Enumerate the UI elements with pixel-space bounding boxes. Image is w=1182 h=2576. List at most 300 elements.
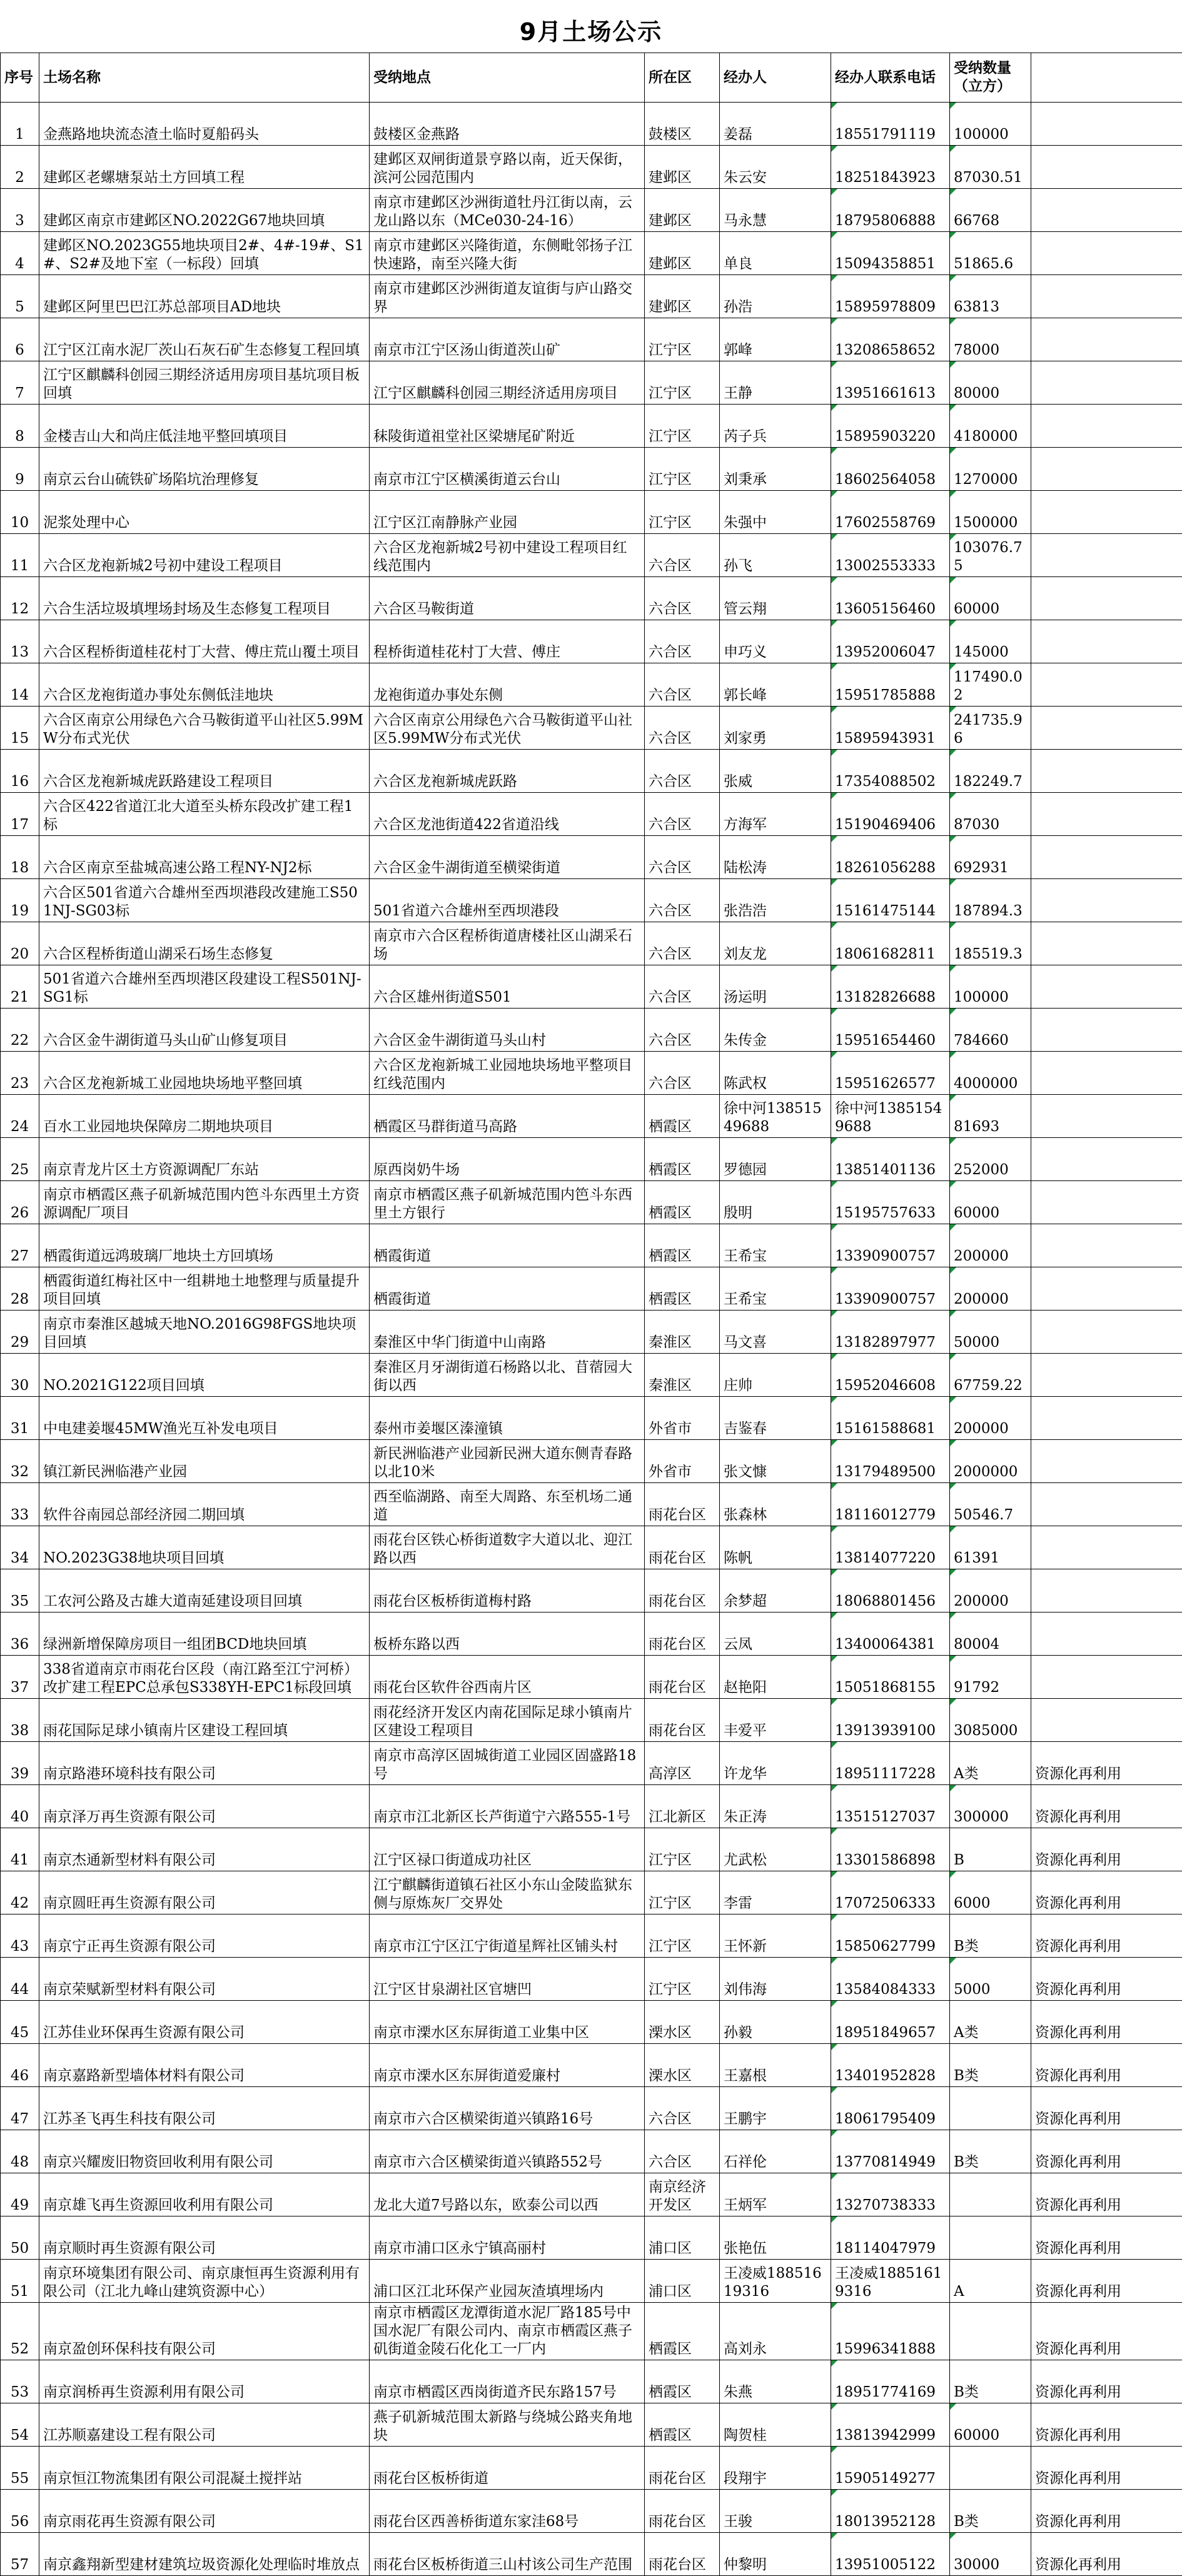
row-number: 7 xyxy=(1,361,39,405)
phone-cell: 15951654460 xyxy=(831,1009,950,1052)
location-cell: 雨花台区铁心桥街道数字大道以北、迎江路以西 xyxy=(370,1526,645,1569)
site-name-cell: 六合区龙袍街道办事处东侧低洼地块 xyxy=(39,663,370,707)
site-name-cell: 南京恒江物流集团有限公司混凝土搅拌站 xyxy=(39,2447,370,2490)
district-cell: 栖霞区 xyxy=(645,1138,720,1181)
location-cell: 雨花台区软件谷西南片区 xyxy=(370,1656,645,1699)
phone-cell: 13851401136 xyxy=(831,1138,950,1181)
row-number: 55 xyxy=(1,2447,39,2490)
remark-cell xyxy=(1031,491,1182,534)
phone-cell: 15195757633 xyxy=(831,1181,950,1224)
table-row xyxy=(1,1656,1182,1699)
quantity-cell: 300000 xyxy=(950,1785,1031,1828)
quantity-cell: 2000000 xyxy=(950,1440,1031,1483)
phone-cell: 13951005122 xyxy=(831,2533,950,2576)
row-number: 42 xyxy=(1,1871,39,1914)
header-phone: 经办人联系电话 xyxy=(831,53,950,103)
row-number: 23 xyxy=(1,1052,39,1095)
table-row xyxy=(1,836,1182,879)
location-cell: 南京市栖霞区西岗街道齐民东路157号 xyxy=(370,2360,645,2403)
row-number: 10 xyxy=(1,491,39,534)
district-cell: 建邺区 xyxy=(645,146,720,189)
person-cell: 张文慷 xyxy=(720,1440,831,1483)
table-row xyxy=(1,2087,1182,2130)
table-row xyxy=(1,1095,1182,1138)
quantity-cell: 100000 xyxy=(950,103,1031,146)
person-cell: 云凤 xyxy=(720,1613,831,1656)
person-cell: 段翔宇 xyxy=(720,2447,831,2490)
location-cell: 原西岗奶牛场 xyxy=(370,1138,645,1181)
site-name-cell: 雨花国际足球小镇南片区建设工程回填 xyxy=(39,1699,370,1742)
table-row xyxy=(1,2216,1182,2260)
site-name-cell: 建邺区南京市建邺区NO.2022G67地块回填 xyxy=(39,189,370,232)
person-cell: 罗德园 xyxy=(720,1138,831,1181)
remark-cell xyxy=(1031,1052,1182,1095)
person-cell: 李雷 xyxy=(720,1871,831,1914)
row-number: 25 xyxy=(1,1138,39,1181)
row-number: 11 xyxy=(1,534,39,577)
header-district: 所在区 xyxy=(645,53,720,103)
phone-cell: 13182826688 xyxy=(831,965,950,1009)
table-row xyxy=(1,1828,1182,1871)
remark-cell xyxy=(1031,146,1182,189)
table-row xyxy=(1,1224,1182,1267)
table-row xyxy=(1,2490,1182,2533)
person-cell: 管云翔 xyxy=(720,577,831,620)
district-cell: 建邺区 xyxy=(645,275,720,318)
remark-cell xyxy=(1031,1526,1182,1569)
table-row xyxy=(1,879,1182,922)
row-number: 13 xyxy=(1,620,39,663)
phone-cell: 13401952828 xyxy=(831,2044,950,2087)
table-row xyxy=(1,2001,1182,2044)
row-number: 44 xyxy=(1,1958,39,2001)
person-cell: 王凌威18851619316 xyxy=(720,2260,831,2303)
remark-cell xyxy=(1031,1095,1182,1138)
row-number: 52 xyxy=(1,2303,39,2360)
phone-cell: 15905149277 xyxy=(831,2447,950,2490)
district-cell: 栖霞区 xyxy=(645,1181,720,1224)
district-cell: 六合区 xyxy=(645,879,720,922)
quantity-cell xyxy=(950,2216,1031,2260)
table-row xyxy=(1,2533,1182,2576)
remark-cell xyxy=(1031,361,1182,405)
district-cell: 六合区 xyxy=(645,2130,720,2173)
remark-cell xyxy=(1031,1483,1182,1526)
person-cell: 王骏 xyxy=(720,2490,831,2533)
district-cell: 鼓楼区 xyxy=(645,103,720,146)
row-number: 16 xyxy=(1,750,39,793)
location-cell: 六合区龙袍新城2号初中建设工程项目红线范围内 xyxy=(370,534,645,577)
location-cell: 板桥东路以西 xyxy=(370,1613,645,1656)
site-name-cell: 南京荣赋新型材料有限公司 xyxy=(39,1958,370,2001)
table-row xyxy=(1,1569,1182,1613)
row-number: 57 xyxy=(1,2533,39,2576)
location-cell: 鼓楼区金燕路 xyxy=(370,103,645,146)
row-number: 50 xyxy=(1,2216,39,2260)
quantity-cell: 60000 xyxy=(950,2403,1031,2447)
row-number: 12 xyxy=(1,577,39,620)
person-cell: 朱强中 xyxy=(720,491,831,534)
person-cell: 张浩浩 xyxy=(720,879,831,922)
phone-cell: 17602558769 xyxy=(831,491,950,534)
quantity-cell: 66768 xyxy=(950,189,1031,232)
quantity-cell: B类 xyxy=(950,1914,1031,1958)
phone-cell: 18116012779 xyxy=(831,1483,950,1526)
row-number: 34 xyxy=(1,1526,39,1569)
remark-cell: 资源化再利用 xyxy=(1031,2360,1182,2403)
phone-cell: 15094358851 xyxy=(831,232,950,275)
site-name-cell: 南京兴耀废旧物资回收利用有限公司 xyxy=(39,2130,370,2173)
quantity-cell: 61391 xyxy=(950,1526,1031,1569)
district-cell: 六合区 xyxy=(645,577,720,620)
person-cell: 徐中河13851549688 xyxy=(720,1095,831,1138)
quantity-cell: 60000 xyxy=(950,1181,1031,1224)
district-cell: 建邺区 xyxy=(645,232,720,275)
table-row xyxy=(1,2173,1182,2216)
phone-cell: 18951774169 xyxy=(831,2360,950,2403)
row-number: 20 xyxy=(1,922,39,965)
district-cell: 栖霞区 xyxy=(645,2303,720,2360)
district-cell: 六合区 xyxy=(645,793,720,836)
remark-cell: 资源化再利用 xyxy=(1031,1742,1182,1785)
remark-cell xyxy=(1031,1440,1182,1483)
quantity-cell xyxy=(950,2173,1031,2216)
district-cell: 栖霞区 xyxy=(645,1095,720,1138)
row-number: 40 xyxy=(1,1785,39,1828)
district-cell: 外省市 xyxy=(645,1440,720,1483)
remark-cell xyxy=(1031,620,1182,663)
site-name-cell: NO.2023G38地块项目回填 xyxy=(39,1526,370,1569)
person-cell: 孙飞 xyxy=(720,534,831,577)
quantity-cell: 67759.22 xyxy=(950,1354,1031,1397)
table-row xyxy=(1,1958,1182,2001)
remark-cell xyxy=(1031,922,1182,965)
location-cell: 燕子矶新城范围太新路与绕城公路夹角地块 xyxy=(370,2403,645,2447)
row-number: 27 xyxy=(1,1224,39,1267)
table-row xyxy=(1,405,1182,448)
row-number: 21 xyxy=(1,965,39,1009)
person-cell: 高刘永 xyxy=(720,2303,831,2360)
location-cell: 南京市栖霞区龙潭街道水泥厂路185号中国水泥厂有限公司内、南京市栖霞区燕子矶街道金陵石化化工一厂内 xyxy=(370,2303,645,2360)
table-row xyxy=(1,2260,1182,2303)
quantity-cell: A类 xyxy=(950,2001,1031,2044)
district-cell: 江北新区 xyxy=(645,1785,720,1828)
site-name-cell: 南京盈创环保科技有限公司 xyxy=(39,2303,370,2360)
remark-cell xyxy=(1031,965,1182,1009)
row-number: 2 xyxy=(1,146,39,189)
row-number: 39 xyxy=(1,1742,39,1785)
table-row xyxy=(1,1311,1182,1354)
phone-cell: 13515127037 xyxy=(831,1785,950,1828)
site-name-cell: 六合区501省道六合雄州至西坝港段改建施工S501NJ-SG03标 xyxy=(39,879,370,922)
row-number: 19 xyxy=(1,879,39,922)
phone-cell: 13951661613 xyxy=(831,361,950,405)
district-cell: 雨花台区 xyxy=(645,2533,720,2576)
district-cell: 江宁区 xyxy=(645,1828,720,1871)
phone-cell: 15895943931 xyxy=(831,707,950,750)
person-cell: 王怀新 xyxy=(720,1914,831,1958)
phone-cell: 13390900757 xyxy=(831,1224,950,1267)
header-row xyxy=(1,53,1182,103)
table-row xyxy=(1,1009,1182,1052)
quantity-cell: 50000 xyxy=(950,1311,1031,1354)
district-cell: 栖霞区 xyxy=(645,1224,720,1267)
quantity-cell: B类 xyxy=(950,2044,1031,2087)
quantity-cell: A类 xyxy=(950,1742,1031,1785)
person-cell: 王希宝 xyxy=(720,1267,831,1311)
row-number: 41 xyxy=(1,1828,39,1871)
location-cell: 江宁区禄口街道成功社区 xyxy=(370,1828,645,1871)
district-cell: 雨花台区 xyxy=(645,1569,720,1613)
site-name-cell: 江苏圣飞再生科技有限公司 xyxy=(39,2087,370,2130)
quantity-cell: 80004 xyxy=(950,1613,1031,1656)
remark-cell xyxy=(1031,1656,1182,1699)
quantity-cell: B类 xyxy=(950,2360,1031,2403)
remark-cell: 资源化再利用 xyxy=(1031,1785,1182,1828)
row-number: 14 xyxy=(1,663,39,707)
table-row xyxy=(1,1483,1182,1526)
district-cell: 雨花台区 xyxy=(645,1483,720,1526)
person-cell: 郭峰 xyxy=(720,318,831,361)
district-cell: 江宁区 xyxy=(645,491,720,534)
row-number: 48 xyxy=(1,2130,39,2173)
person-cell: 王鹏宇 xyxy=(720,2087,831,2130)
row-number: 35 xyxy=(1,1569,39,1613)
district-cell: 六合区 xyxy=(645,534,720,577)
person-cell: 石祥伦 xyxy=(720,2130,831,2173)
table-row xyxy=(1,448,1182,491)
quantity-cell: 63813 xyxy=(950,275,1031,318)
location-cell: 南京市六合区横梁街道兴镇路552号 xyxy=(370,2130,645,2173)
district-cell: 江宁区 xyxy=(645,318,720,361)
location-cell: 雨花台区西善桥街道东家洼68号 xyxy=(370,2490,645,2533)
phone-cell: 王凌威18851619316 xyxy=(831,2260,950,2303)
district-cell: 六合区 xyxy=(645,965,720,1009)
table-row xyxy=(1,2403,1182,2447)
table-row xyxy=(1,1871,1182,1914)
location-cell: 雨花台区板桥街道三山村该公司生产范围 xyxy=(370,2533,645,2576)
location-cell: 栖霞街道 xyxy=(370,1267,645,1311)
title-bar xyxy=(0,13,1182,47)
row-number: 8 xyxy=(1,405,39,448)
remark-cell xyxy=(1031,232,1182,275)
phone-cell: 15190469406 xyxy=(831,793,950,836)
site-name-cell: 南京市秦淮区越城天地NO.2016G98FGS地块项目回填 xyxy=(39,1311,370,1354)
site-name-cell: 六合区龙袍新城虎跃路建设工程项目 xyxy=(39,750,370,793)
phone-cell: 15951785888 xyxy=(831,663,950,707)
row-number: 31 xyxy=(1,1397,39,1440)
remark-cell xyxy=(1031,189,1182,232)
quantity-cell: 4000000 xyxy=(950,1052,1031,1095)
district-cell: 江宁区 xyxy=(645,1871,720,1914)
location-cell: 南京市溧水区东屏街道爱廉村 xyxy=(370,2044,645,2087)
person-cell: 吉鉴春 xyxy=(720,1397,831,1440)
person-cell: 王嘉根 xyxy=(720,2044,831,2087)
quantity-cell: 200000 xyxy=(950,1397,1031,1440)
site-name-cell: 南京杰通新型材料有限公司 xyxy=(39,1828,370,1871)
site-name-cell: NO.2021G122项目回填 xyxy=(39,1354,370,1397)
quantity-cell: 78000 xyxy=(950,318,1031,361)
page-title: 9月土场公示 xyxy=(520,13,662,47)
district-cell: 六合区 xyxy=(645,1052,720,1095)
person-cell: 孙毅 xyxy=(720,2001,831,2044)
remark-cell xyxy=(1031,1181,1182,1224)
location-cell: 江宁区麒麟科创园三期经济适用房项目 xyxy=(370,361,645,405)
quantity-cell: 1270000 xyxy=(950,448,1031,491)
quantity-cell: 200000 xyxy=(950,1224,1031,1267)
quantity-cell: 187894.3 xyxy=(950,879,1031,922)
row-number: 6 xyxy=(1,318,39,361)
row-number: 37 xyxy=(1,1656,39,1699)
remark-cell xyxy=(1031,103,1182,146)
table-row xyxy=(1,1397,1182,1440)
person-cell: 刘家勇 xyxy=(720,707,831,750)
quantity-cell: 87030 xyxy=(950,793,1031,836)
quantity-cell: 81693 xyxy=(950,1095,1031,1138)
quantity-cell: 5000 xyxy=(950,1958,1031,2001)
person-cell: 丰爱平 xyxy=(720,1699,831,1742)
table-row xyxy=(1,1138,1182,1181)
location-cell: 六合区金牛湖街道至横梁街道 xyxy=(370,836,645,879)
phone-cell: 13770814949 xyxy=(831,2130,950,2173)
table-row xyxy=(1,1440,1182,1483)
location-cell: 六合区南京公用绿色六合马鞍街道平山社区5.99MW分布式光伏 xyxy=(370,707,645,750)
site-name-cell: 338省道南京市雨花台区段（南江路至江宁河桥）改扩建工程EPC总承包S338YH-EPC1标段回填 xyxy=(39,1656,370,1699)
remark-cell xyxy=(1031,1311,1182,1354)
header-qty: 受纳数量（立方） xyxy=(950,53,1031,103)
site-name-cell: 栖霞街道远鸿玻璃厂地块土方回填场 xyxy=(39,1224,370,1267)
phone-cell: 18551791119 xyxy=(831,103,950,146)
site-name-cell: 六合区龙袍新城工业园地块场地平整回填 xyxy=(39,1052,370,1095)
remark-cell xyxy=(1031,448,1182,491)
phone-cell: 18951849657 xyxy=(831,2001,950,2044)
phone-cell: 17354088502 xyxy=(831,750,950,793)
district-cell: 秦淮区 xyxy=(645,1311,720,1354)
phone-cell: 18602564058 xyxy=(831,448,950,491)
site-name-cell: 泥浆处理中心 xyxy=(39,491,370,534)
person-cell: 张艳伍 xyxy=(720,2216,831,2260)
site-name-cell: 六合区程桥街道桂花村丁大营、傅庄荒山覆土项目 xyxy=(39,620,370,663)
table-row xyxy=(1,318,1182,361)
location-cell: 秣陵街道祖堂社区梁塘尾矿附近 xyxy=(370,405,645,448)
row-number: 49 xyxy=(1,2173,39,2216)
site-name-cell: 江苏佳业环保再生资源有限公司 xyxy=(39,2001,370,2044)
header-person: 经办人 xyxy=(720,53,831,103)
remark-cell: 资源化再利用 xyxy=(1031,2260,1182,2303)
location-cell: 六合区金牛湖街道马头山村 xyxy=(370,1009,645,1052)
row-number: 53 xyxy=(1,2360,39,2403)
row-number: 30 xyxy=(1,1354,39,1397)
remark-cell: 资源化再利用 xyxy=(1031,2087,1182,2130)
location-cell: 南京市栖霞区燕子矶新城范围内笆斗东西里土方银行 xyxy=(370,1181,645,1224)
row-number: 24 xyxy=(1,1095,39,1138)
quantity-cell: 4180000 xyxy=(950,405,1031,448)
site-name-cell: 建邺区NO.2023G55地块项目2#、4#-19#、S1#、S2#及地下室（一标段）回填 xyxy=(39,232,370,275)
phone-cell: 15951626577 xyxy=(831,1052,950,1095)
location-cell: 程桥街道桂花村丁大营、傅庄 xyxy=(370,620,645,663)
phone-cell: 15161475144 xyxy=(831,879,950,922)
phone-cell: 15952046608 xyxy=(831,1354,950,1397)
quantity-cell: 117490.02 xyxy=(950,663,1031,707)
site-name-cell: 栖霞街道红梅社区中一组耕地土地整理与质量提升项目回填 xyxy=(39,1267,370,1311)
district-cell: 建邺区 xyxy=(645,189,720,232)
site-name-cell: 工农河公路及古雄大道南延建设项目回填 xyxy=(39,1569,370,1613)
person-cell: 王静 xyxy=(720,361,831,405)
quantity-cell: 80000 xyxy=(950,361,1031,405)
location-cell: 建邺区双闸街道景亨路以南，近天保街，滨河公园范围内 xyxy=(370,146,645,189)
site-name-cell: 六合区程桥街道山湖采石场生态修复 xyxy=(39,922,370,965)
remark-cell xyxy=(1031,1699,1182,1742)
remark-cell xyxy=(1031,1354,1182,1397)
quantity-cell: 6000 xyxy=(950,1871,1031,1914)
quantity-cell: 103076.75 xyxy=(950,534,1031,577)
phone-cell: 15051868155 xyxy=(831,1656,950,1699)
row-number: 3 xyxy=(1,189,39,232)
row-number: 29 xyxy=(1,1311,39,1354)
phone-cell: 13813942999 xyxy=(831,2403,950,2447)
header-remark xyxy=(1031,53,1182,103)
quantity-cell: B xyxy=(950,1828,1031,1871)
district-cell: 栖霞区 xyxy=(645,2360,720,2403)
quantity-cell: 60000 xyxy=(950,577,1031,620)
location-cell: 秦淮区月牙湖街道石杨路以北、苜蓿园大街以西 xyxy=(370,1354,645,1397)
table-row xyxy=(1,189,1182,232)
district-cell: 六合区 xyxy=(645,2087,720,2130)
person-cell: 陈武权 xyxy=(720,1052,831,1095)
table-row xyxy=(1,620,1182,663)
site-name-cell: 南京路港环境科技有限公司 xyxy=(39,1742,370,1785)
person-cell: 刘伟海 xyxy=(720,1958,831,2001)
district-cell: 六合区 xyxy=(645,922,720,965)
person-cell: 方海军 xyxy=(720,793,831,836)
remark-cell: 资源化再利用 xyxy=(1031,1871,1182,1914)
row-number: 46 xyxy=(1,2044,39,2087)
phone-cell: 13913939100 xyxy=(831,1699,950,1742)
district-cell: 六合区 xyxy=(645,750,720,793)
district-cell: 六合区 xyxy=(645,663,720,707)
remark-cell xyxy=(1031,1224,1182,1267)
table-row xyxy=(1,1052,1182,1095)
row-number: 36 xyxy=(1,1613,39,1656)
phone-cell: 13390900757 xyxy=(831,1267,950,1311)
row-number: 43 xyxy=(1,1914,39,1958)
site-name-cell: 六合区422省道江北大道至头桥东段改扩建工程1标 xyxy=(39,793,370,836)
person-cell: 孙浩 xyxy=(720,275,831,318)
table-row xyxy=(1,361,1182,405)
person-cell: 申巧义 xyxy=(720,620,831,663)
location-cell: 六合区马鞍街道 xyxy=(370,577,645,620)
location-cell: 南京市六合区横梁街道兴镇路16号 xyxy=(370,2087,645,2130)
person-cell: 刘友龙 xyxy=(720,922,831,965)
table-row xyxy=(1,750,1182,793)
location-cell: 六合区龙池街道422省道沿线 xyxy=(370,793,645,836)
header-location: 受纳地点 xyxy=(370,53,645,103)
site-name-cell: 501省道六合雄州至西坝港区段建设工程S501NJ-SG1标 xyxy=(39,965,370,1009)
site-name-cell: 六合区金牛湖街道马头山矿山修复项目 xyxy=(39,1009,370,1052)
phone-cell: 13208658652 xyxy=(831,318,950,361)
site-name-cell: 南京嘉路新型墙体材料有限公司 xyxy=(39,2044,370,2087)
location-cell: 南京市高淳区固城街道工业园区固盛路18号 xyxy=(370,1742,645,1785)
quantity-cell xyxy=(950,2303,1031,2360)
land-site-table xyxy=(0,53,1182,2576)
header-name: 土场名称 xyxy=(39,53,370,103)
person-cell: 郭长峰 xyxy=(720,663,831,707)
phone-cell: 13814077220 xyxy=(831,1526,950,1569)
quantity-cell: 200000 xyxy=(950,1267,1031,1311)
quantity-cell: 784660 xyxy=(950,1009,1031,1052)
remark-cell: 资源化再利用 xyxy=(1031,2533,1182,2576)
remark-cell xyxy=(1031,577,1182,620)
